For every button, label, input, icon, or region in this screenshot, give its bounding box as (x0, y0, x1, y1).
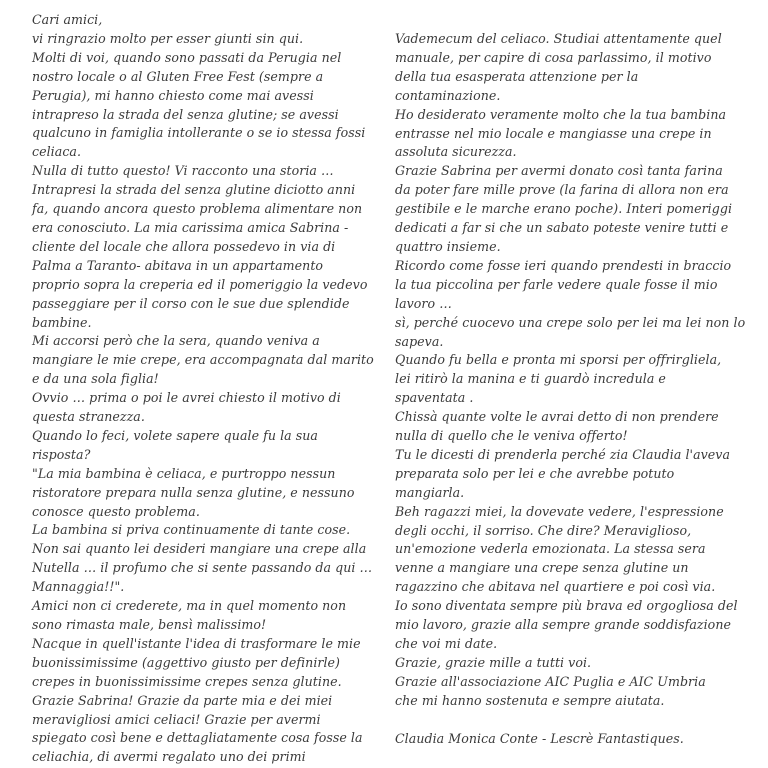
letter-line: buonissimissime (aggettivo giusto per definirle) (32, 654, 341, 670)
letter-left-column (32, 11, 374, 767)
letter-line: della tua esasperata attenzione per la (395, 68, 639, 84)
letter-line: passeggiare per il corso con le sue due splendide (32, 295, 350, 311)
letter-line: spaventata . (395, 390, 474, 406)
letter-line: Vademecum del celiaco. Studiai attentamente quel (395, 31, 722, 46)
letter-line: meravigliosi amici celiaci! Grazie per avermi (32, 711, 321, 727)
letter-line: Grazie Sabrina! Grazie da parte mia e dei miei (32, 692, 333, 708)
letter-line: Ovvio … prima o poi le avrei chiesto il motivo di (32, 390, 341, 406)
letter-line: nulla di quello che le veniva offerto! (395, 428, 628, 444)
letter-line: gestibile e le marche erano poche). Interi pomeriggi (395, 201, 733, 217)
paragraph-gap (395, 711, 720, 730)
letter-line: sì, perché cuocevo una crepe solo per lei ma lei non lo (395, 314, 746, 330)
letter-line: bambine. (32, 314, 92, 330)
letter-line: Io sono diventata sempre più brava ed orgogliosa del (395, 598, 738, 614)
letter-line: Perugia), mi hanno chiesto come mai avessi (32, 87, 314, 103)
letter-line: ragazzino che abitava nel quartiere e poi così via. (395, 579, 716, 595)
letter-line: Nulla di tutto questo! Vi racconto una storia … (32, 163, 334, 179)
letter-right-column (395, 30, 746, 748)
letter-line: "La mia bambina è celiaca, e purtroppo nessun (32, 465, 336, 481)
letter-line: Ho desiderato veramente molto che la tua bambina (395, 106, 727, 122)
letter-line: risposta? (32, 446, 91, 462)
letter-line: dedicati a far si che un sabato poteste venire tutti e (395, 220, 729, 236)
letter-line: Palma a Taranto- abitava in un appartamento (32, 257, 324, 273)
letter-line: vi ringrazio molto per esser giunti sin qui. (32, 30, 304, 46)
letter-line: mio lavoro, grazie alla sempre grande soddisfazione (395, 617, 731, 633)
letter-line: lavoro … (395, 295, 452, 311)
letter-line: contaminazione. (395, 87, 501, 103)
letter-line: da poter fare mille prove (la farina di allora non era (395, 182, 729, 198)
letter-line: era conosciuto. La mia carissima amica Sabrina - (32, 219, 349, 235)
letter-line: assoluta sicurezza. (395, 144, 517, 160)
letter-line: Chissà quante volte le avrai detto di non prendere (395, 409, 719, 425)
letter-line: manuale, per capire di cosa parlassimo, il motivo (395, 49, 712, 65)
letter-line: Grazie Sabrina per avermi donato così tanta farina (395, 163, 723, 179)
letter-line: Mi accorsi però che la sera, quando veniva a (32, 333, 320, 349)
letter-signature: Claudia Monica Conte - Lescrè Fantastiques. (395, 730, 684, 746)
letter-line: entrasse nel mio locale e mangiasse una crepe in (395, 125, 712, 141)
letter-line: Tu le dicesti di prenderla perché zia Claudia l'aveva (395, 446, 731, 462)
letter-line: mangiarla. (395, 484, 465, 500)
letter-line: Ricordo come fosse ieri quando prendesti in braccio (395, 257, 732, 273)
letter-line: che mi hanno sostenuta e sempre aiutata. (395, 692, 665, 708)
letter-line: conosce questo problema. (32, 503, 200, 519)
letter-line: spiegato così bene e dettagliatamente cosa fosse la (32, 730, 363, 746)
letter-line: Nacque in quell'istante l'idea di trasformare le mie (32, 635, 361, 651)
letter-line: Non sai quanto lei desideri mangiare una crepe alla (32, 541, 367, 557)
letter-line: Grazie, grazie mille a tutti voi. (395, 654, 592, 670)
letter-line: degli occhi, il sorriso. Che dire? Meraviglioso, (395, 522, 692, 538)
letter-line: Beh ragazzi miei, la dovevate vedere, l'espressione (395, 503, 724, 519)
letter-line: Grazie all'associazione AIC Puglia e AIC Umbria (395, 673, 706, 689)
letter-line: Molti di voi, quando sono passati da Perugia nel (32, 49, 342, 65)
letter-line: un'emozione vederla emozionata. La stessa sera (395, 541, 706, 557)
letter-line: Mannaggia!!". (32, 579, 125, 595)
letter-line: quattro insieme. (395, 238, 501, 254)
letter-line: intrapreso la strada del senza glutine; se avessi (32, 106, 339, 122)
letter-line: e da una sola figlia! (32, 371, 159, 387)
letter-line: fa, quando ancora questo problema alimentare non (32, 201, 363, 217)
letter-line: questa stranezza. (32, 409, 145, 425)
letter-line: Quando lo feci, volete sapere quale fu la sua (32, 427, 318, 443)
letter-line: Intrapresi la strada del senza glutine diciotto anni (32, 182, 356, 198)
letter-line: ristoratore prepara nulla senza glutine, e nessuno (32, 484, 355, 500)
letter-line: La bambina si priva continuamente di tante cose. (32, 522, 351, 538)
letter-line: Cari amici, (32, 12, 103, 27)
letter-line: lei ritirò la manina e ti guardò incredula e (395, 371, 666, 387)
letter-line: mangiare le mie crepe, era accompagnata dal marito (32, 352, 374, 368)
letter-line: cliente del locale che allora possedevo in via di (32, 238, 336, 254)
letter-line: Amici non ci crederete, ma in quel momento non (32, 598, 347, 614)
letter-line: che voi mi date. (395, 636, 498, 651)
letter-line: qualcuno in famiglia intollerante o se io stessa fossi (32, 125, 366, 141)
letter-line: la tua piccolina per farle vedere quale fosse il mio (395, 276, 718, 292)
letter-line: celiaca. (32, 144, 82, 160)
letter-line: nostro locale o al Gluten Free Fest (sempre a (32, 68, 324, 84)
letter-line: sapeva. (395, 333, 444, 349)
letter-line: Nutella … il profumo che si sente passando da qui … (32, 560, 373, 576)
letter-line: crepes in buonissimissime crepes senza glutine. (32, 673, 342, 689)
letter-line: sono rimasta male, bensì malissimo! (32, 617, 267, 632)
letter-line: proprio sopra la creperia ed il pomeriggio la vedevo (32, 276, 368, 292)
letter-line: celiachia, di avermi regalato uno dei primi (32, 749, 306, 765)
letter-line: preparata solo per lei e che avrebbe potuto (395, 465, 675, 481)
letter-line: Quando fu bella e pronta mi sporsi per offrirgliela, (395, 352, 722, 368)
letter-line: venne a mangiare una crepe senza glutine un (395, 560, 689, 576)
